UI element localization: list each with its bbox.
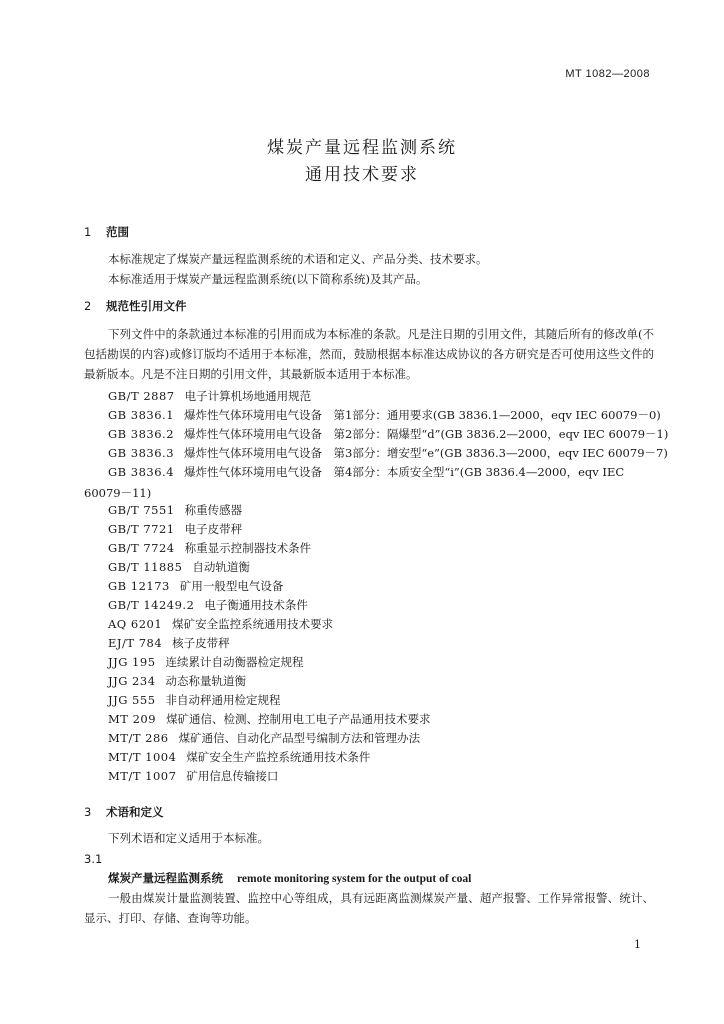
section-3-heading — [84, 804, 164, 820]
section-1-heading — [84, 224, 129, 240]
reference-item — [108, 692, 281, 708]
reference-item — [108, 521, 242, 537]
reference-item — [108, 730, 420, 746]
reference-item — [108, 407, 661, 423]
section-title: 术语和定义 — [106, 805, 164, 819]
reference-code: MT/T 1004 — [108, 750, 177, 764]
term-definition: 一般由煤炭计量监测装置、监控中心等组成，具有远距离监测煤炭产量、超产报警、工作异常报警、统计、显示、打印、存储、查询等功能。 — [84, 891, 654, 925]
reference-title: 电子皮带秤 — [184, 522, 243, 536]
reference-code: GB/T 14249.2 — [108, 598, 195, 612]
reference-title: 非自动秤通用检定规程 — [165, 693, 281, 707]
standard-code: MT 1082—2008 — [565, 68, 650, 80]
term-number: 3.1 — [84, 852, 103, 866]
term-name-en: remote monitoring system for the output of coal — [237, 873, 472, 885]
reference-code: JJG 555 — [108, 693, 156, 707]
reference-title: 称重传感器 — [184, 503, 243, 517]
reference-code: MT/T 286 — [108, 731, 169, 745]
reference-code: GB 3836.3 — [108, 446, 175, 460]
reference-item — [108, 540, 311, 556]
reference-code: GB 3836.2 — [108, 427, 175, 441]
section-number: 2 — [84, 299, 92, 313]
reference-code: GB/T 11885 — [108, 560, 183, 574]
reference-item — [108, 768, 278, 784]
reference-continuation: 60079－11) — [84, 486, 152, 500]
term-name-zh: 煤炭产量远程监测系统 — [108, 871, 223, 885]
document-title: 煤炭产量远程监测系统 — [267, 138, 457, 158]
reference-code: EJ/T 784 — [108, 636, 163, 650]
reference-title: 煤矿通信、自动化产品型号编制方法和管理办法 — [178, 731, 421, 745]
section-1-paragraph: 本标准规定了煤炭产量远程监测系统的术语和定义、产品分类、技术要求。 — [108, 252, 488, 266]
section-number: 1 — [84, 225, 92, 239]
reference-item — [108, 464, 624, 480]
reference-code: GB/T 7551 — [108, 503, 175, 517]
reference-title: 电子衡通用技术条件 — [204, 598, 308, 612]
reference-item — [108, 673, 246, 689]
reference-item — [108, 635, 230, 651]
reference-item — [108, 597, 308, 613]
reference-item — [108, 388, 311, 404]
document-subtitle: 通用技术要求 — [305, 165, 419, 185]
reference-code: GB/T 2887 — [108, 389, 175, 403]
reference-code: AQ 6201 — [108, 617, 163, 631]
reference-item — [108, 445, 668, 461]
reference-code: MT/T 1007 — [108, 769, 177, 783]
section-2-intro: 下列文件中的条款通过本标准的引用而成为本标准的条款。凡是注日期的引用文件，其随后所有的修改单(不包括勘误的内容)或修订版均不适用于本标准，然而，鼓励根据本标准达成协议的各方研究是否可使用这些文件的最新版本。凡是不注日期的引用文件，其最新版本适用于本标准。 — [84, 327, 654, 381]
reference-item — [108, 749, 370, 765]
reference-title: 连续累计自动衡器检定规程 — [165, 655, 304, 669]
reference-title: 爆炸性气体环境用电气设备 第3部分：增安型“e”(GB 3836.3—2000，eqv IEC 60079－7) — [184, 446, 668, 460]
reference-code: MT 209 — [108, 712, 157, 726]
reference-title: 称重显示控制器技术条件 — [184, 541, 312, 555]
reference-title: 煤矿安全监控系统通用技术要求 — [172, 617, 334, 631]
reference-code: GB/T 7724 — [108, 541, 175, 555]
reference-code: GB 12173 — [108, 579, 170, 593]
reference-item — [108, 711, 431, 727]
reference-title: 电子计算机场地通用规范 — [184, 389, 312, 403]
reference-title: 爆炸性气体环境用电气设备 第1部分：通用要求(GB 3836.1—2000，eqv IEC 60079－0) — [184, 408, 661, 422]
reference-title: 煤矿通信、检测、控制用电工电子产品通用技术要求 — [166, 712, 431, 726]
section-title: 范围 — [106, 225, 129, 239]
reference-title: 核子皮带秤 — [172, 636, 230, 650]
reference-code: GB/T 7721 — [108, 522, 175, 536]
section-number: 3 — [84, 805, 92, 819]
reference-item — [108, 578, 283, 594]
reference-code: JJG 234 — [108, 674, 156, 688]
section-1-paragraph: 本标准适用于煤炭产量远程监测系统(以下简称系统)及其产品。 — [108, 272, 428, 286]
section-title: 规范性引用文件 — [106, 299, 187, 313]
reference-item — [108, 426, 668, 442]
section-3-intro: 下列术语和定义适用于本标准。 — [108, 831, 269, 845]
reference-title: 矿用信息传输接口 — [186, 769, 279, 783]
reference-item — [108, 502, 242, 518]
reference-code: GB 3836.4 — [108, 465, 175, 479]
section-2-heading — [84, 298, 187, 314]
reference-title: 矿用一般型电气设备 — [179, 579, 284, 593]
reference-title: 爆炸性气体环境用电气设备 第4部分：本质安全型“i”(GB 3836.4—2000，eqv IEC — [184, 465, 625, 479]
reference-code: JJG 195 — [108, 655, 156, 669]
reference-code: GB 3836.1 — [108, 408, 175, 422]
reference-item — [108, 559, 250, 575]
reference-title: 煤矿安全生产监控系统通用技术条件 — [186, 750, 371, 764]
reference-title: 自动轨道衡 — [192, 560, 250, 574]
reference-item — [108, 654, 304, 670]
reference-item — [108, 616, 333, 632]
reference-title: 动态称量轨道衡 — [165, 674, 247, 688]
term-heading — [108, 870, 471, 886]
reference-title: 爆炸性气体环境用电气设备 第2部分：隔爆型“d”(GB 3836.2—2000，eqv IEC 60079－1) — [184, 427, 669, 441]
page-number: 1 — [634, 938, 641, 951]
